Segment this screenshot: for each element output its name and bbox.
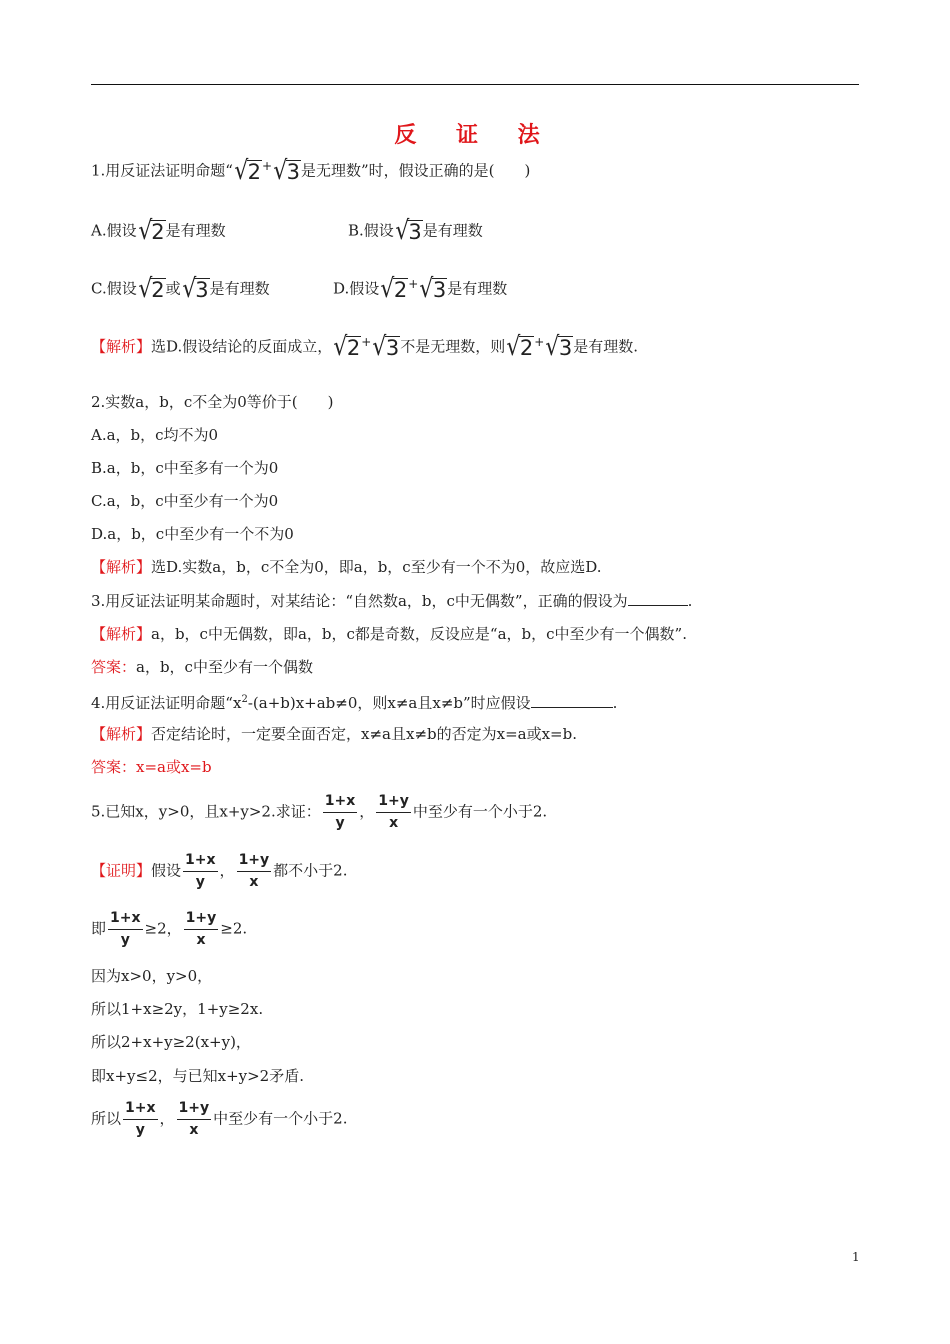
- q5-proof-conclusion: 所以 $\frac{1+x}{y}$ ， $\frac{1+y}{x}$ 中至少有一个小于2.: [91, 1100, 348, 1138]
- fraction-1: $\frac{1+x}{y}$: [110, 910, 141, 948]
- header-rule: [91, 84, 859, 85]
- q2-stem: 2.实数a，b，c不全为0等价于( ): [91, 393, 334, 411]
- q5-proof-line-2: 即 $\frac{1+x}{y}$ ≥2， $\frac{1+y}{x}$ ≥2.: [91, 910, 248, 948]
- analysis-tag: 【解析】: [91, 725, 152, 743]
- analysis-tag: 【解析】: [91, 625, 152, 643]
- analysis-tag: 【解析】: [91, 337, 152, 356]
- q2-option-a: A.a，b，c均不为0: [91, 426, 219, 444]
- sqrt-2: √2: [506, 332, 534, 362]
- fraction-2: $\frac{1+y}{x}$: [185, 910, 217, 948]
- sqrt-3: √3: [545, 332, 573, 362]
- sqrt-2: √2: [137, 216, 165, 246]
- fraction-1: $\frac{1+x}{y}$: [324, 793, 356, 831]
- q1-option-a: A.假设√2是有理数: [91, 216, 226, 246]
- q5-proof-line-3: 因为x>0，y>0，: [91, 967, 213, 985]
- q2-option-b: B.a，b，c中至多有一个为0: [91, 459, 279, 477]
- q1-option-d: D.假设√2+√3是有理数: [333, 274, 508, 304]
- sqrt-3: √3: [181, 274, 209, 304]
- sqrt-3: √3: [419, 274, 447, 304]
- q3-stem: 3.用反证法证明某命题时，对某结论：“自然数a，b，c中无偶数”，正确的假设为 .: [91, 592, 693, 610]
- q2-option-c: C.a，b，c中至少有一个为0: [91, 492, 279, 510]
- q5-proof-line-6: 即x+y≤2，与已知x+y>2矛盾.: [91, 1067, 304, 1085]
- fraction-1: $\frac{1+x}{y}$: [125, 1100, 156, 1138]
- fraction-2: $\frac{1+y}{x}$: [378, 793, 409, 831]
- q2-option-d: D.a，b，c中至少有一个不为0: [91, 525, 294, 543]
- plus-sign: +: [261, 159, 272, 173]
- sqrt-3: √3: [372, 332, 400, 362]
- q1-analysis: 【解析】选D.假设结论的反面成立，√2+√3不是无理数，则√2+√3是有理数.: [91, 332, 639, 362]
- q3-answer: 答案：a，b，c中至少有一个偶数: [91, 658, 313, 676]
- proof-tag: 【证明】: [91, 861, 152, 880]
- q1-option-c: C.假设√2或√3是有理数: [91, 274, 270, 304]
- q2-analysis: 【解析】选D.实数a，b，c不全为0，即a，b，c至少有一个不为0，故应选D.: [91, 558, 602, 576]
- sqrt-3: √3: [273, 156, 300, 186]
- q5-proof-start: 【证明】假设 $\frac{1+x}{y}$ ， $\frac{1+y}{x}$ 都不小于2.: [91, 852, 348, 890]
- q5-stem: 5.已知x，y>0，且x+y>2.求证： $\frac{1+x}{y}$ ， $\frac{1+y}{x}$ 中至少有一个小于2.: [91, 793, 548, 831]
- sqrt-2: √2: [234, 156, 261, 186]
- q4-stem: 4.用反证法证明命题“$x^2-(a+b)x+ab\ne 0$，则x≠a且x≠b”时应假设 .: [91, 694, 618, 712]
- answer-blank: [531, 693, 613, 708]
- answer-label: 答案：: [91, 658, 137, 676]
- analysis-tag: 【解析】: [91, 558, 152, 576]
- q5-proof-line-4: 所以1+x≥2y，1+y≥2x.: [91, 1000, 264, 1018]
- page-number: 1: [852, 1250, 860, 1264]
- q1-stem-text-a: 1.用反证法证明命题“: [91, 161, 233, 180]
- sqrt-2: √2: [333, 332, 361, 362]
- sqrt-2: √2: [380, 274, 408, 304]
- q4-answer: 答案：x=a或x=b: [91, 758, 212, 776]
- q1-stem-text-b: 是无理数”时，假设正确的是( ): [300, 161, 531, 180]
- fraction-2: $\frac{1+y}{x}$: [238, 852, 270, 890]
- fraction-2: $\frac{1+y}{x}$: [178, 1100, 210, 1138]
- sqrt-2: √2: [137, 274, 165, 304]
- q1-option-b: B.假设√3是有理数: [348, 216, 483, 246]
- page-title: 反 证 法: [394, 122, 556, 148]
- answer-blank: [628, 591, 688, 606]
- sqrt-3: √3: [395, 216, 422, 246]
- q1-stem: [91, 156, 531, 186]
- q5-proof-line-5: 所以2+x+y≥2(x+y)，: [91, 1033, 251, 1051]
- fraction-1: $\frac{1+x}{y}$: [185, 852, 216, 890]
- q4-analysis: 【解析】否定结论时，一定要全面否定，x≠a且x≠b的否定为x=a或x=b.: [91, 725, 577, 743]
- q3-analysis: 【解析】a，b，c中无偶数，即a，b，c都是奇数，反设应是“a，b，c中至少有一个偶数”.: [91, 625, 687, 643]
